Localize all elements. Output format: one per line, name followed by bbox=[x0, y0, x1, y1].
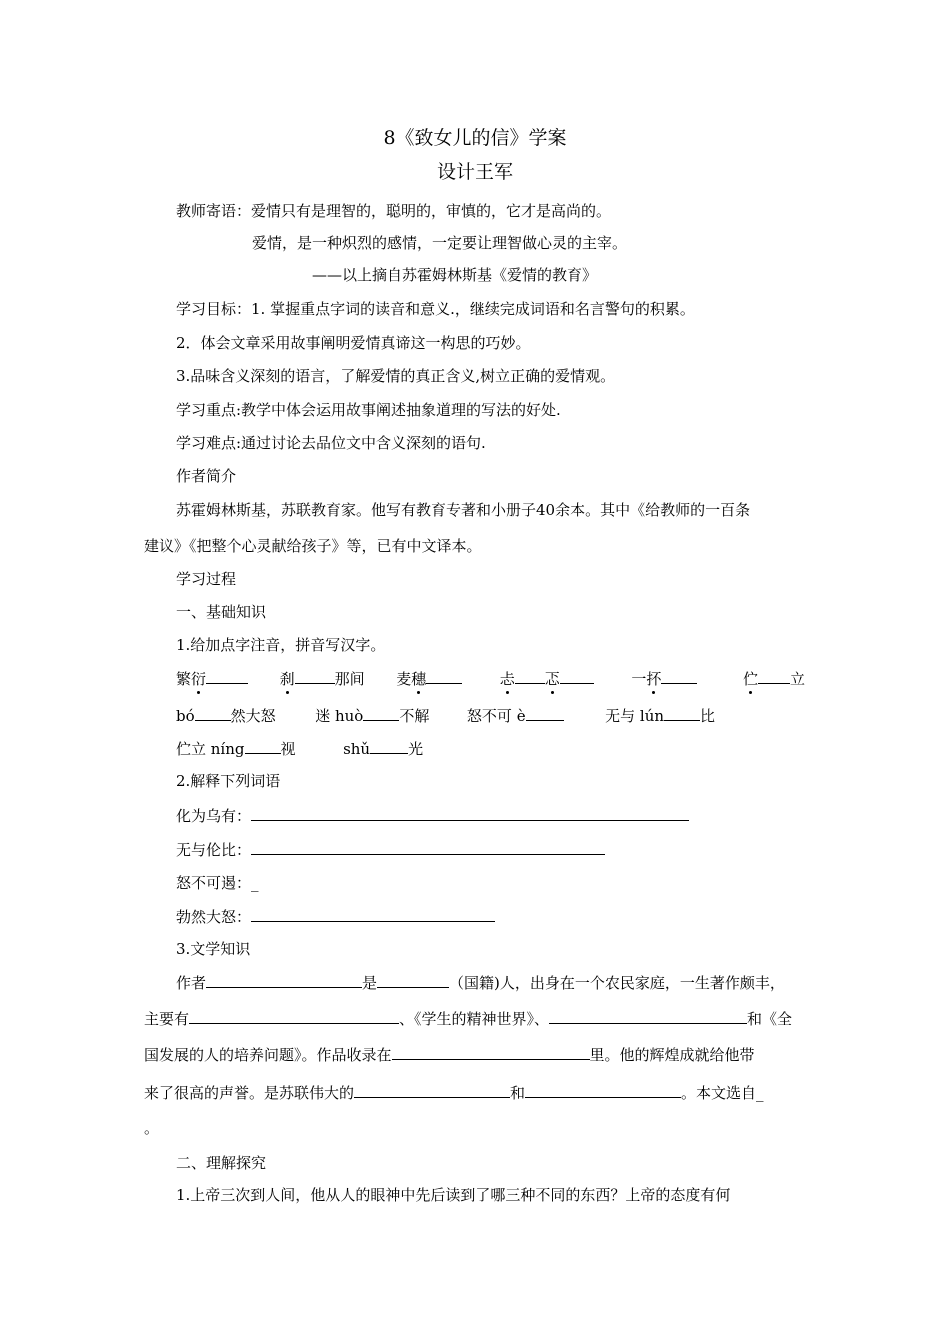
document-title: 8《致女儿的信》学案 bbox=[383, 127, 567, 149]
objective-line2: 2．体会文章采用故事阐明爱情真谛这一构思的巧妙。 bbox=[176, 334, 531, 352]
teacher-words-line2: 爱情，是一种炽烈的感情，一定要让理智做心灵的主宰。 bbox=[252, 234, 628, 252]
author-text-line1: 苏霍姆林斯基，苏联教育家。他写有教育专著和小册子40余本。其中《给教师的一百条 bbox=[176, 501, 751, 519]
answer-blank[interactable] bbox=[661, 668, 697, 684]
answer-blank[interactable] bbox=[251, 906, 495, 922]
q2-item3: 怒不可遏：_ bbox=[176, 874, 259, 892]
objective-line3: 3.品味含义深刻的语言，了解爱情的真正含义,树立正确的爱情观。 bbox=[176, 367, 616, 385]
answer-blank[interactable] bbox=[251, 805, 689, 821]
q2-item4: 勃然大怒： bbox=[176, 906, 495, 927]
q3-line4: 来了很高的声誉。是苏联伟大的 和 。本文选自_ bbox=[144, 1084, 764, 1102]
answer-blank[interactable] bbox=[377, 972, 449, 988]
process-heading: 学习过程 bbox=[176, 570, 237, 588]
q1-row2: bó 然大怒 迷 huò 不解 怒不可 è 无与 lún 比 bbox=[176, 707, 716, 725]
word-tante: 忐 忑 bbox=[499, 670, 560, 688]
answer-blank[interactable] bbox=[526, 705, 564, 721]
answer-blank[interactable] bbox=[525, 1082, 681, 1098]
answer-blank[interactable] bbox=[392, 1044, 590, 1060]
word-sha: 刹 那间 bbox=[279, 670, 365, 688]
answer-blank[interactable] bbox=[370, 738, 408, 754]
objective-line1: 学习目标：1. 掌握重点字词的读音和意义.，继续完成词语和名言警句的积累。 bbox=[176, 300, 695, 318]
q1-heading: 1.给加点字注音，拼音写汉字。 bbox=[176, 636, 386, 654]
word-fanyan: 繁衍 bbox=[176, 670, 207, 688]
designer-line: 设计王军 bbox=[436, 161, 513, 183]
answer-blank[interactable] bbox=[664, 705, 700, 721]
answer-blank[interactable] bbox=[206, 668, 248, 684]
section2-question1: 1.上帝三次到人间，他从人的眼神中先后读到了哪三种不同的东西？上帝的态度有何 bbox=[176, 1186, 731, 1204]
q3-line2: 主要有 、《学生的精神世界》、 和《全 bbox=[144, 1010, 793, 1028]
q3-heading: 3.文学知识 bbox=[176, 940, 251, 958]
answer-blank[interactable] bbox=[363, 705, 399, 721]
answer-blank[interactable] bbox=[549, 1008, 747, 1024]
teacher-words-line1: 教师寄语：爱情只有是理智的，聪明的，审慎的，它才是高尚的。 bbox=[176, 202, 612, 220]
teacher-words-source: ——以上摘自苏霍姆林斯基《爱情的教育》 bbox=[312, 266, 598, 284]
difficulty-point: 学习难点:通过讨论去品位文中含义深刻的语句. bbox=[176, 434, 486, 452]
section1-heading: 一、基础知识 bbox=[176, 603, 267, 621]
q2-heading: 2.解释下列词语 bbox=[176, 772, 281, 790]
key-point: 学习重点:教学中体会运用故事阐述抽象道理的写法的好处. bbox=[176, 401, 561, 419]
q2-item1: 化为乌有： bbox=[176, 805, 689, 826]
word-zhuli: 伫 立 bbox=[742, 670, 805, 688]
answer-blank[interactable] bbox=[195, 705, 231, 721]
q2-item2: 无与伦比： bbox=[176, 839, 605, 860]
answer-blank[interactable] bbox=[426, 668, 462, 684]
answer-blank[interactable] bbox=[206, 972, 362, 988]
word-yipou: 一抔 bbox=[631, 670, 662, 688]
answer-blank[interactable] bbox=[560, 668, 594, 684]
q3-line3: 国发展的人的培养问题》。作品收录在 里。他的辉煌成就给他带 bbox=[144, 1046, 755, 1064]
answer-blank[interactable] bbox=[295, 668, 335, 684]
author-text-line2: 建议》《把整个心灵献给孩子》等，已有中文译本。 bbox=[144, 537, 482, 555]
answer-blank[interactable] bbox=[245, 738, 281, 754]
answer-blank[interactable] bbox=[354, 1082, 510, 1098]
answer-blank[interactable] bbox=[758, 668, 790, 684]
q3-line1: 作者 是 （国籍)人，出身在一个农民家庭，一生著作颇丰， bbox=[176, 974, 785, 992]
section2-heading: 二、理解探究 bbox=[176, 1154, 267, 1172]
q3-line5: 。 bbox=[144, 1119, 160, 1137]
q1-row1 bbox=[176, 668, 805, 689]
author-heading: 作者简介 bbox=[176, 467, 237, 485]
word-maisui: 麦穗 bbox=[396, 670, 427, 688]
answer-blank[interactable] bbox=[189, 1008, 399, 1024]
answer-blank[interactable] bbox=[251, 839, 605, 855]
answer-blank[interactable] bbox=[515, 668, 545, 684]
q1-row3: 伫立 níng 视 shǔ 光 bbox=[176, 740, 424, 758]
